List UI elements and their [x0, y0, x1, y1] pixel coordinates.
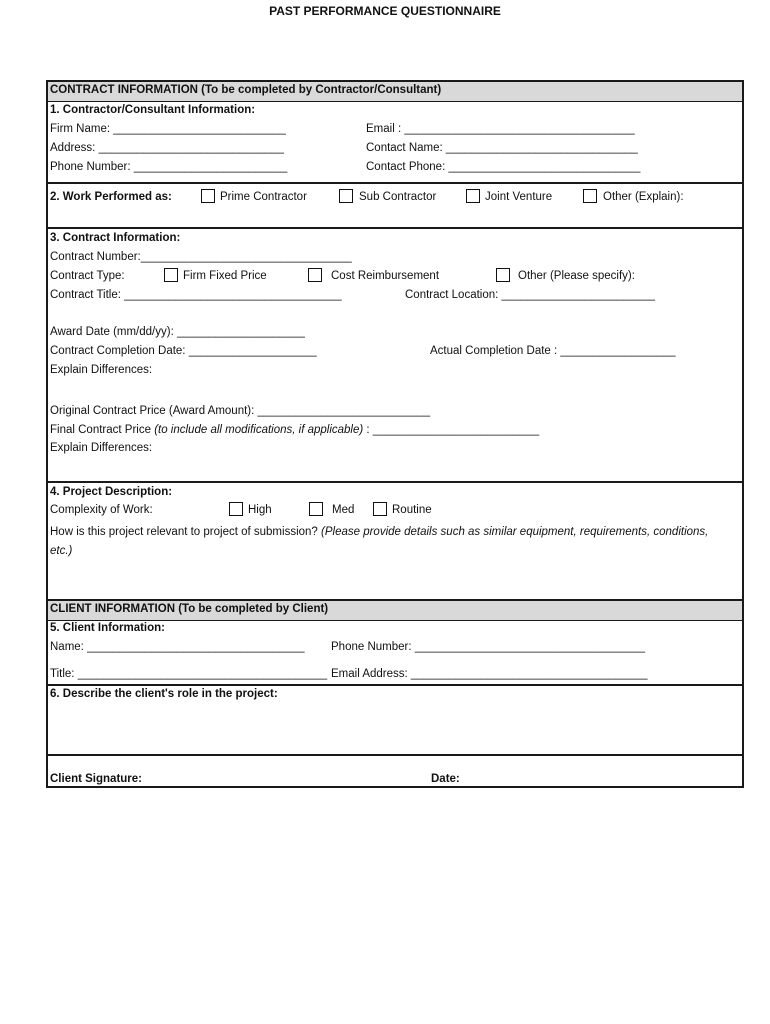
explain-differences-label-2: Explain Differences:	[50, 442, 153, 454]
completion-date-field[interactable]: Contract Completion Date: ____________________	[50, 345, 317, 357]
relevance-question-text: How is this project relevant to project of submission?	[50, 526, 322, 538]
complexity-med-checkbox[interactable]	[309, 502, 323, 516]
divider	[48, 481, 742, 483]
other-specify-label: Other (Please specify):	[518, 270, 635, 282]
award-date-field[interactable]: Award Date (mm/dd/yy): ____________________	[50, 326, 305, 338]
relevance-question	[50, 523, 730, 561]
complexity-med-label: Med	[332, 504, 355, 516]
prime-contractor-checkbox[interactable]	[201, 189, 215, 203]
final-price-label: Final Contract Price	[50, 424, 155, 436]
sub-contractor-label: Sub Contractor	[359, 191, 437, 203]
complexity-high-checkbox[interactable]	[229, 502, 243, 516]
other-specify-checkbox[interactable]	[496, 268, 510, 282]
contact-name-field[interactable]: Contact Name: ______________________________	[366, 142, 638, 154]
section6-heading: 6. Describe the client's role in the project:	[50, 688, 278, 700]
page-title: PAST PERFORMANCE QUESTIONNAIRE	[269, 4, 501, 18]
divider	[48, 684, 742, 686]
address-field[interactable]: Address: _____________________________	[50, 142, 285, 154]
firm-fixed-price-checkbox[interactable]	[164, 268, 178, 282]
divider	[48, 754, 742, 756]
section3-heading: 3. Contract Information:	[50, 232, 181, 244]
joint-venture-label: Joint Venture	[485, 191, 553, 203]
section1-heading: 1. Contractor/Consultant Information:	[50, 104, 256, 116]
phone-number-field[interactable]: Phone Number: ________________________	[50, 161, 288, 173]
contract-title-field[interactable]: Contract Title: __________________________________	[50, 289, 342, 301]
complexity-routine-label: Routine	[392, 504, 432, 516]
contract-type-label: Contract Type:	[50, 270, 125, 282]
client-info-header	[48, 599, 742, 621]
other-explain-label: Other (Explain):	[603, 191, 684, 203]
client-info-header-text: CLIENT INFORMATION (To be completed by Client)	[50, 603, 329, 615]
client-title-field[interactable]: Title: _______________________________________	[50, 668, 328, 680]
contact-phone-field[interactable]: Contact Phone: ______________________________	[366, 161, 641, 173]
firm-name-field[interactable]: Firm Name: ___________________________	[50, 123, 286, 135]
contract-number-field[interactable]: Contract Number:_________________________________	[50, 251, 352, 263]
divider	[48, 182, 742, 184]
cost-reimbursement-checkbox[interactable]	[308, 268, 322, 282]
questionnaire-form	[46, 80, 744, 788]
complexity-high-label: High	[248, 504, 272, 516]
client-phone-field[interactable]: Phone Number: ____________________________________	[331, 641, 645, 653]
section5-heading: 5. Client Information:	[50, 622, 165, 634]
explain-differences-label: Explain Differences:	[50, 364, 153, 376]
contract-info-header-text: CONTRACT INFORMATION (To be completed by Contractor/Consultant)	[50, 84, 442, 96]
other-explain-checkbox[interactable]	[583, 189, 597, 203]
divider	[48, 227, 742, 229]
section4-heading: 4. Project Description:	[50, 486, 173, 498]
relevance-note: (Please provide details such as similar equipment, requirements, conditions, etc.)	[50, 526, 709, 557]
contract-location-field[interactable]: Contract Location: ________________________	[405, 289, 656, 301]
final-price-field[interactable]	[50, 424, 539, 436]
firm-fixed-price-label: Firm Fixed Price	[183, 270, 267, 282]
email-field[interactable]: Email : ____________________________________	[366, 123, 635, 135]
contract-info-header	[48, 82, 742, 102]
joint-venture-checkbox[interactable]	[466, 189, 480, 203]
prime-contractor-label: Prime Contractor	[220, 191, 307, 203]
client-email-field[interactable]: Email Address: _____________________________________	[331, 668, 648, 680]
complexity-routine-checkbox[interactable]	[373, 502, 387, 516]
actual-completion-date-field[interactable]: Actual Completion Date : __________________	[430, 345, 676, 357]
section2-heading: 2. Work Performed as:	[50, 191, 172, 203]
client-signature-label[interactable]: Client Signature:	[50, 773, 143, 785]
cost-reimbursement-label: Cost Reimbursement	[331, 270, 440, 282]
final-price-note: (to include all modifications, if applicable)	[154, 424, 364, 436]
date-label[interactable]: Date:	[431, 773, 460, 785]
client-name-field[interactable]: Name: __________________________________	[50, 641, 305, 653]
sub-contractor-checkbox[interactable]	[339, 189, 353, 203]
final-price-blank: : __________________________	[363, 424, 540, 436]
original-price-field[interactable]: Original Contract Price (Award Amount): ___________________________	[50, 405, 431, 417]
complexity-label: Complexity of Work:	[50, 504, 153, 516]
